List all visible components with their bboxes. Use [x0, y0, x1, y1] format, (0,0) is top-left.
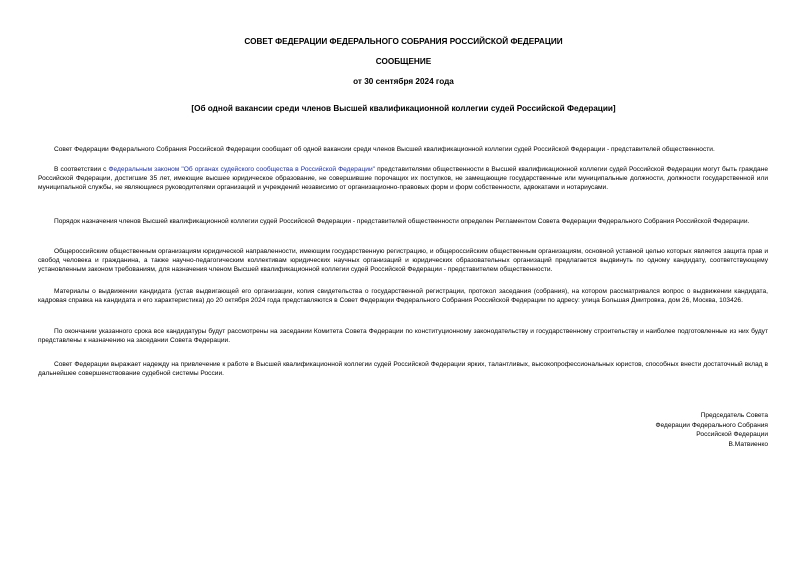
federal-law-link[interactable]: Федеральным законом "Об органах судейского сообщества в Российской Федерации" — [108, 166, 375, 173]
signature-block — [655, 411, 768, 449]
document-type: СООБЩЕНИЕ — [375, 57, 432, 66]
document-subject: [Об одной вакансии среди членов Высшей квалификационной коллегии судей Российской Федерации] — [191, 104, 616, 113]
paragraph-1: Совет Федерации Федерального Собрания Российской Федерации сообщает об одной вакансии среди членов Высшей квалификационной коллегии судей Российской Федерации - представителей общественности. — [54, 146, 715, 153]
signature-position: Председатель Совета — [700, 412, 768, 419]
document-date: от 30 сентября 2024 года — [353, 77, 454, 86]
signature-organization: Федерации Федерального Собрания — [655, 421, 768, 429]
paragraph-5: Материалы о выдвижении кандидата (устав выдвигающей его организации, копия свидетельства о государственной регистрации, протокол заседания (собрания), на котором рассматривался вопрос о выдвижении кандидата, кадровая справка на кандидата и его характеристика) до 20 октября 2024 года представляются в Совет Федерации Федерального Собрания Российской Федерации по адресу: улица Большая Дмитровка, дом 26, Москва, 103426. — [38, 288, 768, 304]
signature-name: В.Матвиенко — [728, 440, 768, 448]
paragraph-2 — [38, 166, 768, 192]
paragraph-2-start: В соответствии с — [54, 166, 109, 173]
paragraph-2-rest: представителями общественности в Высшей квалификационной коллегии судей Российской Федерации могут быть граждане Российской Федерации, достигшие 35 лет, имеющие высшее юридическое образование, не совершившие порочащих их поступков, не замещающие государственные или муниципальные должности, должности государственной или муниципальной службы, не являющиеся руководителями организаций и учреждений независимо от организационно-правовых форм и форм собственности, адвокатами и нотариусами. — [38, 166, 769, 191]
paragraph-3: Порядок назначения членов Высшей квалификационной коллегии судей Российской Федерации - представителей общественности определен Регламентом Совета Федерации Федерального Собрания Российской Федерации. — [54, 218, 750, 225]
issuer-title: СОВЕТ ФЕДЕРАЦИИ ФЕДЕРАЛЬНОГО СОБРАНИЯ РОССИЙСКОЙ ФЕДЕРАЦИИ — [244, 37, 563, 46]
paragraph-4: Общероссийским общественным организациям юридической направленности, имеющим государственную регистрацию, и общероссийским общественным организациям, основной уставной целью которых является защита прав и свобод человека и гражданина, а также научно-педагогическим коллективам юридических научных организаций и юридических образовательных организаций предлагается выдвинуть по одному кандидату, соответствующему установленным законом требованиям, для назначения членом Высшей квалификационной коллегии судей Российской Федерации - представителем общественности. — [38, 248, 768, 273]
paragraph-6: По окончании указанного срока все кандидатуры будут рассмотрены на заседании Комитета Совета Федерации по конституционному законодательству и государственному строительству и наиболее подготовленные из них будут представлены к назначению на заседании Совета Федерации. — [38, 328, 768, 344]
paragraph-7: Совет Федерации выражает надежду на привлечение к работе в Высшей квалификационной коллегии судей Российской Федерации ярких, талантливых, высокопрофессиональных юристов, способных внести достаточный вклад в дальнейшее совершенствование судебной системы России. — [38, 361, 768, 377]
signature-country: Российской Федерации — [696, 431, 768, 439]
